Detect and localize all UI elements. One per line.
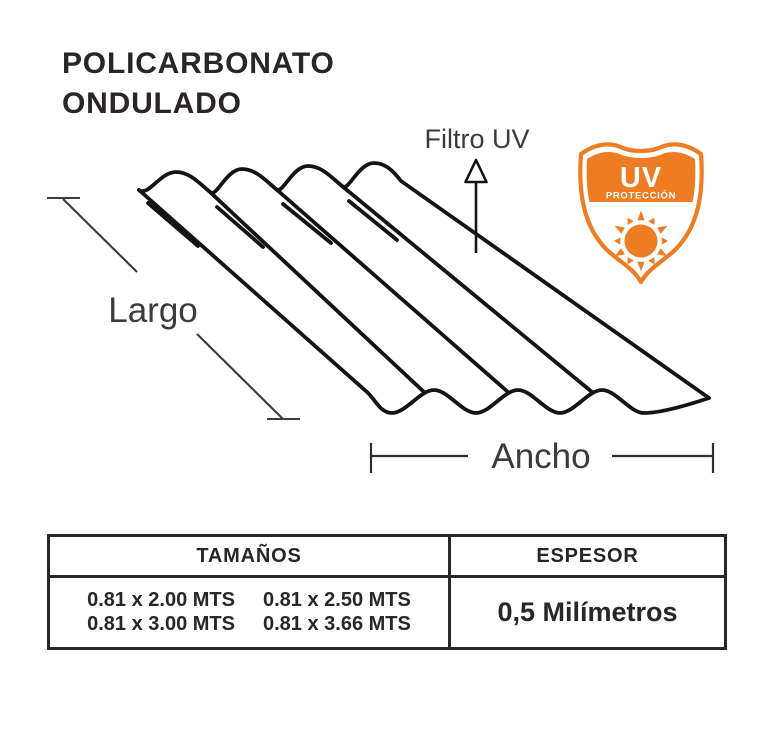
largo-dimension-line-top [63,199,137,272]
ancho-label: Ancho [491,437,591,476]
filtro-uv-label: Filtro UV [424,124,530,154]
sheet-bottom-edge [367,390,709,413]
arrow-head-icon [466,160,487,182]
sheet-valley-edge [283,204,331,243]
sun-core-icon [625,225,658,258]
largo-dimension-line-bottom [197,334,283,419]
table-header-tamanos: TAMAÑOS [50,537,451,578]
sizes-grid [87,589,411,636]
size-item: 0.81 x 3.00 MTS [87,613,235,635]
page-title-line-1: POLICARBONATO [62,47,335,80]
uv-badge-title: UV [619,162,663,194]
sheet-valley-edge [217,207,263,247]
espesor-value: 0,5 Milímetros [497,597,678,627]
largo-label: Largo [108,291,198,330]
uv-badge-subtitle: PROTECCIÓN [605,190,677,202]
page-title-line-2: ONDULADO [62,87,242,120]
table-cell-espesor [451,578,724,647]
size-item: 0.81 x 2.50 MTS [263,589,411,611]
table-header-espesor: ESPESOR [451,537,724,578]
sheet-valley-edge [148,203,198,246]
spec-table [47,534,727,650]
size-item: 0.81 x 2.00 MTS [87,589,235,611]
size-item: 0.81 x 3.66 MTS [263,613,411,635]
uv-protection-badge [579,144,703,282]
sheet-valley-edge [349,201,397,240]
table-cell-sizes [50,578,451,647]
